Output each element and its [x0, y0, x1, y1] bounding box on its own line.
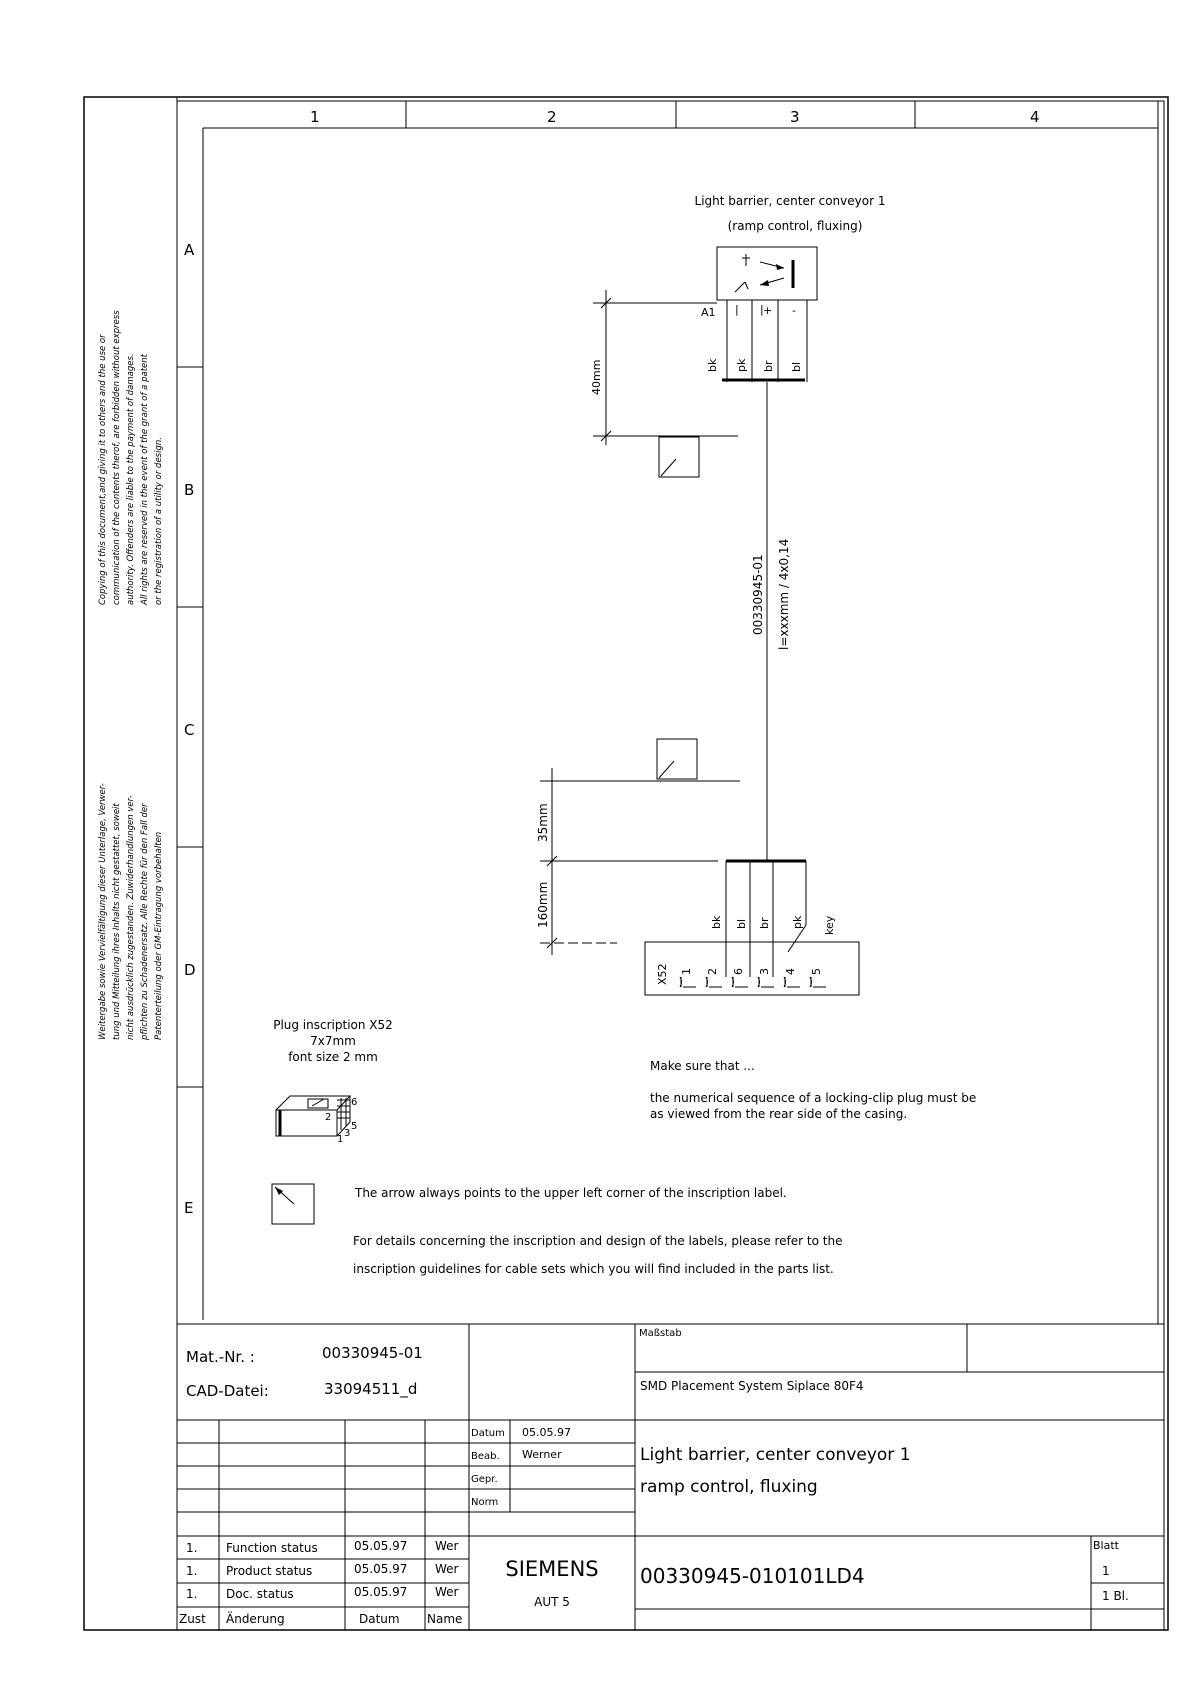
svg-text:Product status: Product status [226, 1564, 313, 1578]
plug-x52 [645, 942, 859, 995]
svg-text:1.: 1. [186, 1587, 198, 1601]
cad-value: 33094511_d [324, 1380, 418, 1398]
svg-text:pk: pk [735, 358, 748, 372]
svg-text:Patenterteilung oder GM-Eintra: Patenterteilung oder GM-Eintragung vorbehalten [154, 831, 164, 1040]
svg-text:5: 5 [351, 1121, 358, 1132]
note-arrow: The arrow always points to the upper left corner of the inscription label. [355, 1186, 787, 1200]
grid-row-a: A [184, 241, 195, 259]
grid-col-3: 3 [790, 108, 800, 126]
grid-col-2: 2 [547, 108, 557, 126]
svg-text:05.05.97: 05.05.97 [354, 1562, 408, 1576]
svg-text:+: + [763, 304, 773, 317]
svg-text:Wer: Wer [435, 1562, 459, 1576]
svg-text:2: 2 [706, 968, 719, 975]
svg-text:Wer: Wer [435, 1585, 459, 1599]
svg-text:Function status: Function status [226, 1541, 318, 1555]
svg-text:nicht ausdrücklich zugestanden: nicht ausdrücklich zugestanden. Zuwiderhandlungen ver- [126, 795, 136, 1040]
svg-text:3: 3 [344, 1128, 351, 1139]
sensor-title: Light barrier, center conveyor 1 [694, 194, 886, 208]
sensor-connector-label: A1 [701, 306, 716, 319]
legal-text-de [98, 783, 164, 1041]
datum-value: 05.05.97 [522, 1426, 571, 1439]
svg-text:|: | [760, 303, 764, 316]
svg-text:All rights are reserved in the: All rights are reserved in the event of the grant of a patent [140, 354, 150, 605]
plug-name: X52 [656, 963, 669, 985]
svg-text:Copying of this document,and g: Copying of this document,and giving it to others and the use or [98, 334, 108, 605]
cad-label: CAD-Datei: [186, 1382, 269, 1400]
svg-text:6: 6 [732, 968, 745, 975]
mat-nr-value: 00330945-01 [322, 1344, 423, 1362]
svg-text:br: br [762, 360, 775, 372]
label-marker-bottom [657, 739, 697, 779]
svg-text:4: 4 [784, 968, 797, 975]
plug-inscription-title: Plug inscription X52 [273, 1018, 393, 1032]
col-datum: Datum [359, 1612, 400, 1626]
col-name: Name [427, 1612, 463, 1626]
svg-text:tung und Mitteilung ihres Inha: tung und Mitteilung ihres Inhalts nicht gestattet, soweit [112, 803, 122, 1040]
dimension-35mm: 35mm [536, 803, 550, 842]
system-name: SMD Placement System Siplace 80F4 [640, 1379, 864, 1393]
blatt-value: 1 [1102, 1564, 1110, 1578]
dimension-40mm: 40mm [590, 359, 603, 395]
outer-frame [84, 97, 1168, 1630]
svg-text:Doc. status: Doc. status [226, 1587, 294, 1601]
svg-text:1.: 1. [186, 1541, 198, 1555]
drawing-title-1: Light barrier, center conveyor 1 [640, 1445, 911, 1465]
col-aenderung: Änderung [226, 1612, 285, 1626]
svg-text:1: 1 [337, 1134, 344, 1145]
grid-row-d: D [184, 961, 196, 979]
drawing-number: 00330945-010101LD4 [640, 1564, 865, 1588]
svg-text:bl: bl [790, 361, 803, 372]
grid-col-4: 4 [1030, 108, 1040, 126]
dimension-160mm: 160mm [536, 881, 550, 928]
note-make-sure: Make sure that ... [650, 1059, 755, 1073]
svg-text:05.05.97: 05.05.97 [354, 1539, 408, 1553]
label-marker-top [659, 437, 699, 477]
svg-text:Wer: Wer [435, 1539, 459, 1553]
grid-col-1: 1 [310, 108, 320, 126]
svg-text:Gepr.: Gepr. [471, 1474, 498, 1485]
svg-text:1: 1 [680, 968, 693, 975]
svg-text:bl: bl [735, 918, 748, 929]
svg-text:3: 3 [758, 968, 771, 975]
plug-inscription-sketch [276, 1096, 357, 1145]
svg-text:Datum: Datum [471, 1428, 505, 1439]
svg-text:-: - [792, 304, 796, 317]
grid-row-e: E [184, 1199, 194, 1217]
svg-text:6: 6 [351, 1097, 358, 1108]
svg-text:key: key [823, 915, 836, 935]
plug-inscription-size: 7x7mm [310, 1034, 356, 1048]
svg-text:pflichten zu Schadenersatz. Al: pflichten zu Schadenersatz. Alle Rechte für den Fall der [140, 803, 150, 1040]
svg-text:authority. Offenders are liabl: authority. Offenders are liable to the payment of damages. [126, 353, 136, 605]
sensor-subtitle: (ramp control, fluxing) [727, 219, 863, 233]
note-details-2: inscription guidelines for cable sets which you will find included in the parts list. [353, 1262, 834, 1276]
svg-text:Norm: Norm [471, 1497, 499, 1508]
svg-text:br: br [758, 917, 771, 929]
grid-row-b: B [184, 481, 195, 499]
grid-row-c: C [184, 721, 195, 739]
svg-text:Weitergabe sowie Vervielfältig: Weitergabe sowie Vervielfältigung dieser Unterlage, Verwer- [98, 783, 108, 1040]
note-details-1: For details concerning the inscription and design of the labels, please refer to the [353, 1234, 843, 1248]
svg-text:pk: pk [791, 915, 804, 929]
sensor-wire-labels [706, 358, 803, 372]
cable-part-number: 00330945-01 [751, 554, 765, 635]
drawing-title-2: ramp control, fluxing [640, 1477, 818, 1497]
light-barrier-symbol [717, 247, 817, 300]
blatt-label: Blatt [1093, 1539, 1119, 1552]
company-logo: SIEMENS [505, 1557, 599, 1581]
blatt-total: 1 Bl. [1102, 1589, 1129, 1603]
scale-label: Maßstab [639, 1328, 682, 1339]
note-sequence-1: the numerical sequence of a locking-clip plug must be [650, 1091, 977, 1105]
svg-text:Beab.: Beab. [471, 1451, 500, 1462]
status-rows [186, 1539, 459, 1601]
mat-nr-label: Mat.-Nr. : [186, 1348, 255, 1366]
plug-inscription-font: font size 2 mm [288, 1050, 378, 1064]
svg-text:bk: bk [706, 358, 719, 372]
beab-value: Werner [522, 1448, 562, 1461]
department: AUT 5 [534, 1595, 570, 1609]
svg-text:5: 5 [810, 968, 823, 975]
svg-text:1.: 1. [186, 1564, 198, 1578]
svg-text:2: 2 [325, 1112, 332, 1123]
arrow-label-symbol [272, 1184, 314, 1224]
inner-frame [177, 101, 1164, 1324]
note-sequence-2: as viewed from the rear side of the casing. [650, 1107, 908, 1121]
svg-text:communication of the contents: communication of the contents therof, are forbidden without express [112, 310, 122, 605]
svg-text:bk: bk [710, 915, 723, 929]
cable-spec: l=xxxmm / 4x0,14 [777, 538, 791, 650]
svg-text:or the registration of a utili: or the registration of a utility or design. [154, 437, 164, 605]
svg-text:05.05.97: 05.05.97 [354, 1585, 408, 1599]
legal-text-en [98, 310, 164, 606]
svg-text:|: | [735, 303, 739, 316]
col-zust: Zust [179, 1612, 206, 1626]
